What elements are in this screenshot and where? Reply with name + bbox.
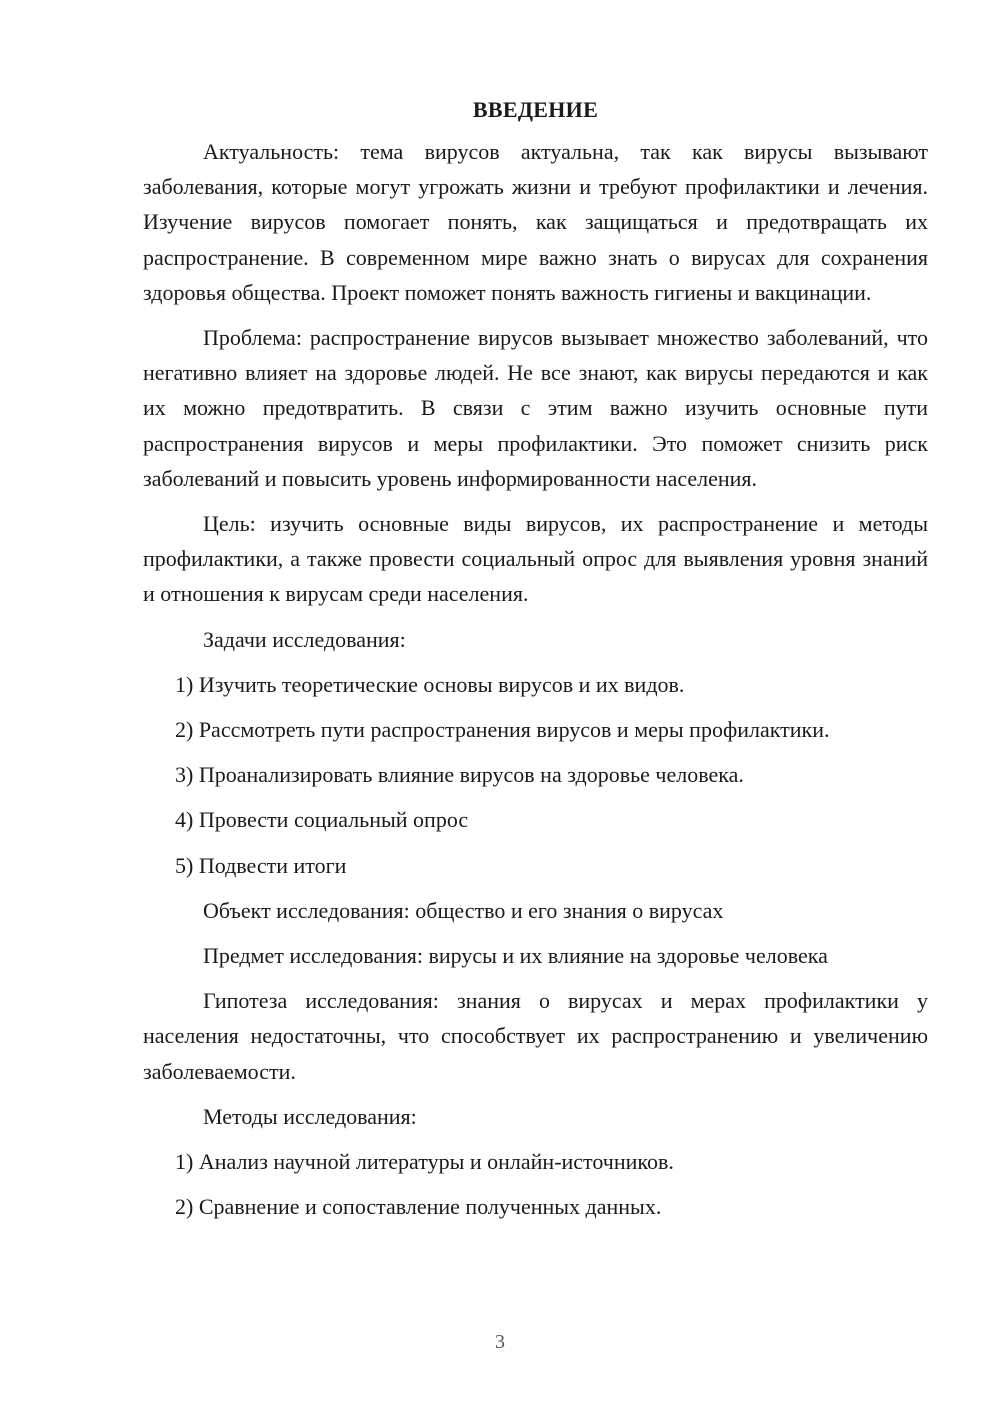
page-number: 3 [495, 1331, 505, 1353]
task-item-3: 3) Проанализировать влияние вирусов на здоровье человека. [175, 762, 744, 788]
paragraph-goal: Цель: изучить основные виды вирусов, их распространение и методы профилактики, а также провести социальный опрос для выявления уровня знаний и отношения к вирусам среди населения. [143, 511, 928, 607]
research-object: Объект исследования: общество и его знания о вирусах [203, 897, 724, 923]
paragraph-problem: Проблема: распространение вирусов вызывает множество заболеваний, что негативно влияет на здоровье людей. Не все знают, как вирусы передаются и как их можно предотвратить. В связи с этим важно изучить основные пути распространения вирусов и меры профилактики. Это поможет снизить риск заболеваний и повысить уровень информированности населения. [143, 325, 928, 491]
paragraph-relevance: Актуальность: тема вирусов актуальна, так как вирусы вызывают заболевания, которые могут угрожать жизни и требуют профилактики и лечения. Изучение вирусов помогает понять, как защищаться и предотвращать их распространение. В современном мире важно знать о вирусах для сохранения здоровья общества. Проект поможет понять важность гигиены и вакцинации. [143, 139, 928, 305]
method-item-1: 1) Анализ научной литературы и онлайн-источников. [175, 1149, 674, 1175]
method-item-2: 2) Сравнение и сопоставление полученных данных. [175, 1194, 662, 1220]
task-item-4: 4) Провести социальный опрос [175, 807, 469, 833]
task-item-1: 1) Изучить теоретические основы вирусов и их видов. [175, 671, 685, 697]
task-item-2: 2) Рассмотреть пути распространения вирусов и меры профилактики. [175, 717, 830, 743]
research-subject: Предмет исследования: вирусы и их влияние на здоровье человека [203, 943, 828, 969]
section-title: ВВЕДЕНИЕ [472, 97, 599, 122]
task-item-5: 5) Подвести итоги [175, 852, 347, 878]
paragraph-hypothesis: Гипотеза исследования: знания о вирусах и мерах профилактики у населения недостаточны, что способствует их распространению и увеличению заболеваемости. [143, 988, 928, 1084]
document-page [143, 92, 928, 1234]
methods-heading: Методы исследования: [203, 1103, 417, 1129]
tasks-heading: Задачи исследования: [203, 626, 406, 652]
